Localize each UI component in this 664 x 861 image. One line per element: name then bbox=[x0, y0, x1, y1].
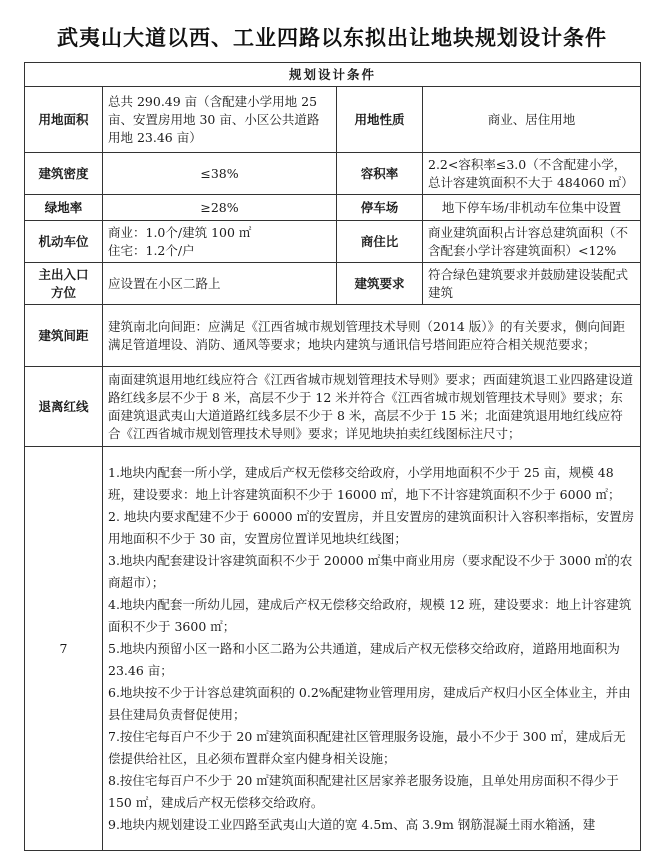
land-nature-label: 用地性质 bbox=[337, 87, 423, 153]
list-item: 5.地块内预留小区一路和小区二路为公共通道，建成后产权无偿移交给政府，道路用地面积为 23.46 亩； bbox=[108, 640, 620, 678]
building-req-label: 建筑要求 bbox=[337, 263, 423, 305]
planning-conditions-table bbox=[24, 62, 641, 851]
entrance-value: 应设置在小区二路上 bbox=[103, 263, 337, 305]
requirements-list bbox=[103, 447, 641, 851]
green-label: 绿地率 bbox=[25, 195, 103, 221]
list-item: 7.按住宅每百户不少于 20 ㎡建筑面积配建社区管理服务设施，最小不少于 300 ㎡，建成后无偿提供给社区，且必须布置群众室内健身相关设施； bbox=[108, 728, 626, 766]
land-nature-value: 商业、居住用地 bbox=[423, 87, 641, 153]
vehicle-value bbox=[103, 221, 337, 263]
table-row bbox=[25, 87, 641, 153]
building-req-value: 符合绿色建筑要求并鼓励建设装配式建筑 bbox=[423, 263, 641, 305]
setback-label: 退离红线 bbox=[25, 367, 103, 447]
list-item: 4.地块内配套一所幼儿园，建成后产权无偿移交给政府，规模 12 班，建设要求：地上计容建筑面积不少于 3600 ㎡； bbox=[108, 596, 632, 634]
table-row bbox=[25, 221, 641, 263]
list-item: 9.地块内规划建设工业四路至武夷山大道的宽 4.5m、高 3.9m 钢筋混凝土雨水箱涵，建 bbox=[108, 816, 596, 832]
list-item: 6.地块按不少于计容总建筑面积的 0.2%配建物业管理用房，建成后产权归小区全体业主，并由县住建局负责督促使用； bbox=[108, 684, 631, 722]
list-item: 2. 地块内要求配建不少于 60000 ㎡的安置房，并且安置房的建筑面积计入容积率指标，安置房用地面积不少于 30 亩，安置房位置详见地块红线图； bbox=[108, 508, 635, 546]
far-label: 容积率 bbox=[337, 153, 423, 195]
vehicle-residential: 住宅：1.2个/户 bbox=[108, 242, 195, 258]
far-value: 2.2<容积率≤3.0（不含配建小学，总计容建筑面积不大于 484060 ㎡） bbox=[423, 153, 641, 195]
list-item: 8.按住宅每百户不少于 20 ㎡建筑面积配建社区居家养老服务设施，且单处用房面积不得少于 150 ㎡，建成后产权无偿移交给政府。 bbox=[108, 772, 619, 810]
land-area-value: 总共 290.49 亩（含配建小学用地 25 亩、安置房用地 30 亩、小区公共道路用地 23.46 亩） bbox=[103, 87, 337, 153]
entrance-label-line2: 方位 bbox=[50, 284, 76, 300]
density-value: ≤38% bbox=[103, 153, 337, 195]
entrance-label bbox=[25, 263, 103, 305]
table-heading-row bbox=[25, 63, 641, 87]
vehicle-label: 机动车位 bbox=[25, 221, 103, 263]
spacing-label: 建筑间距 bbox=[25, 305, 103, 367]
land-area-label: 用地面积 bbox=[25, 87, 103, 153]
table-row bbox=[25, 263, 641, 305]
document-title: 武夷山大道以西、工业四路以东拟出让地块规划设计条件 bbox=[57, 26, 607, 50]
green-value: ≥28% bbox=[103, 195, 337, 221]
setback-value: 南面建筑退用地红线应符合《江西省城市规划管理技术导则》要求；西面建筑退工业四路建设道路红线多层不少于 8 米，高层不少于 12 米并符合《江西省城市规划管理技术导则》要求；东面建筑退武夷山大道道路红线多层不少于 8 米，高层不少于 15 米；北面建筑退用地红线应符合《江西省城市规划管理技术导则》要求；详见地块拍卖红线图标注尺寸； bbox=[103, 367, 641, 447]
spacing-value: 建筑南北向间距：应满足《江西省城市规划管理技术导则（2014 版）》的有关要求，侧向间距满足管道埋设、消防、通风等要求；地块内建筑与通讯信号塔间距应符合相关规范要求； bbox=[103, 305, 641, 367]
table-row bbox=[25, 305, 641, 367]
parking-label: 停车场 bbox=[337, 195, 423, 221]
ratio-label: 商住比 bbox=[337, 221, 423, 263]
list-item: 1.地块内配套一所小学，建成后产权无偿移交给政府，小学用地面积不少于 25 亩，规模 48 班，建设要求：地上计容建筑面积不少于 16000 ㎡，地下不计容建筑面积不少于 6000 ㎡； bbox=[108, 464, 621, 502]
vehicle-commercial: 商业：1.0个/建筑 100 ㎡ bbox=[108, 224, 252, 240]
table-row bbox=[25, 367, 641, 447]
table-row bbox=[25, 153, 641, 195]
entrance-label-line1: 主出入口 bbox=[38, 266, 89, 282]
table-row bbox=[25, 447, 641, 851]
table-row bbox=[25, 195, 641, 221]
parking-value: 地下停车场/非机动车位集中设置 bbox=[423, 195, 641, 221]
density-label: 建筑密度 bbox=[25, 153, 103, 195]
item-number: 7 bbox=[25, 447, 103, 851]
table-heading: 规划设计条件 bbox=[25, 63, 641, 87]
ratio-value: 商业建筑面积占计容总建筑面积（不含配套小学计容建筑面积）<12% bbox=[423, 221, 641, 263]
list-item: 3.地块内配套建设计容建筑面积不少于 20000 ㎡集中商业用房（要求配设不少于 3000 ㎡的农商超市）； bbox=[108, 552, 633, 590]
